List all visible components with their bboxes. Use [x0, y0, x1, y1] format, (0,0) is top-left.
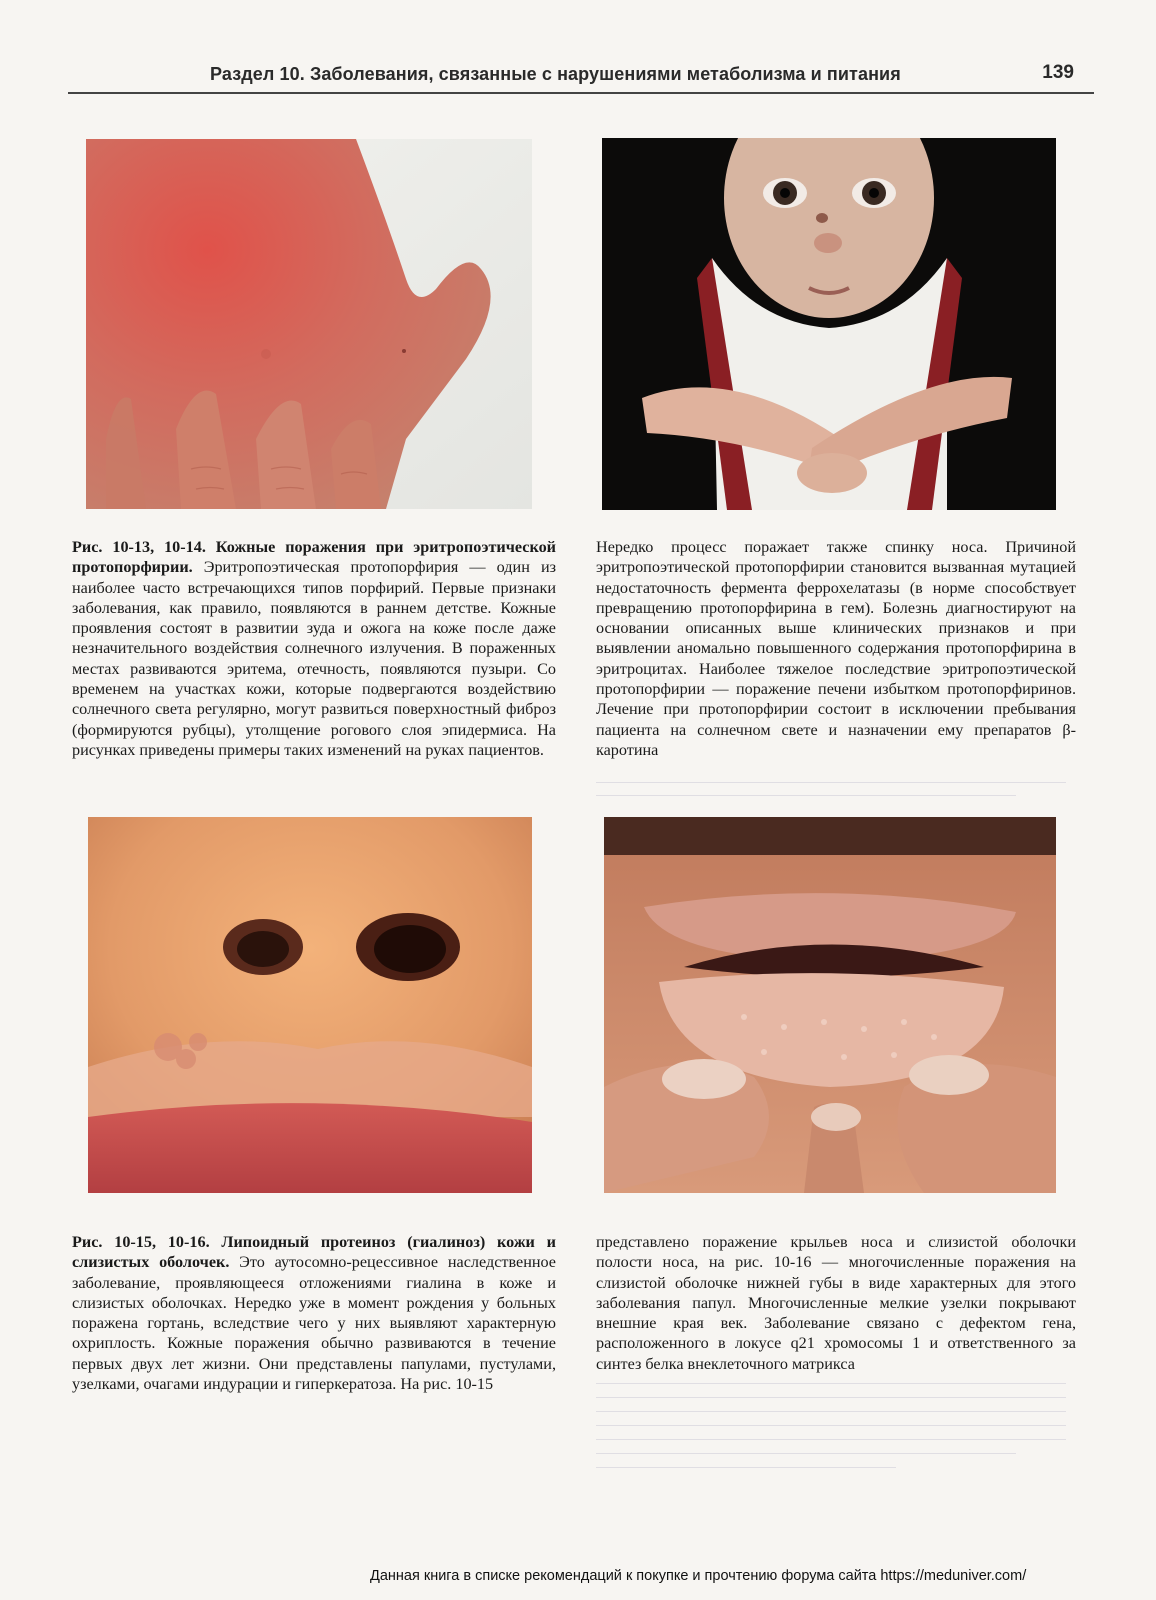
caption-label: Рис. 10-15, 10-16. Липоидный протеиноз (гиалиноз) кожи и слизистых оболочек.	[72, 1233, 556, 1272]
caption-text: Эритропоэтическая протопорфирия — один из наиболее часто встречающихся типов порфирий. Первые признаки заболевания, как правило, появляются в раннем детстве. Кожные проявления состоят в развитии зуда и ожога на коже после даже незначительного воздействия солнечного излучения. В пораженных местах развиваются эритема, отечность, появляются пузыри. Со временем на участках кожи, которые подвергаются воздействию солнечного света регулярно, могут развиться поверхностный фиброз (формируются рубцы), утолщение рогового слоя эпидермиса. На рисунках приведены примеры таких изменений на руках пациентов.	[72, 558, 557, 759]
page-number: 139	[1042, 62, 1074, 83]
figure-10-13-hand-photo	[86, 139, 532, 509]
show-through-texture	[596, 1370, 1066, 1468]
figure-10-16-lip-photo	[604, 817, 1056, 1193]
caption-fig-10-13-14	[72, 537, 556, 760]
figure-10-15-nose-photo	[88, 817, 532, 1193]
caption-text: Это аутосомно-рецессивное наследственное заболевание, проявляющееся отложениями гиалина в коже и слизистых оболочках. Нередко уже в момент рождения у больных поражена гортань, вследствие чего у них выявляют характерную охриплость. Кожные поражения обычно развиваются в течение первых двух лет жизни. Они представлены папулами, пустулами, узелками, очагами индурации и гиперкератоза. На рис. 10-15	[72, 1253, 556, 1394]
caption-label: Рис. 10-13, 10-14. Кожные поражения при эритропоэтической протопорфирии.	[72, 538, 556, 577]
figure-10-14-child-photo	[602, 138, 1056, 510]
show-through-texture	[596, 770, 1066, 796]
caption-fig-10-15-16	[72, 1232, 556, 1394]
caption-fig-10-13-14-continuation: Нередко процесс поражает также спинку носа. Причиной эритропоэтической протопорфирии становится вызванная мутацией недостаточность фермента феррохелатазы (в норме способствует превращению протопорфирина в гем). Болезнь диагностируют на основании описанных выше клинических признаков и при выявлении аномально повышенного содержания протопорфирина в эритроцитах. Наиболее тяжелое последствие эритропоэтической протопорфирии — поражение печени избытком протопорфиринов. Лечение при протопорфирии состоит в исключении пребывания пациента на солнечном свете и назначении ему препаратов β-каротина	[596, 538, 1076, 759]
header-rule	[68, 92, 1094, 94]
section-title: Раздел 10. Заболевания, связанные с нарушениями метаболизма и питания	[210, 64, 901, 84]
caption-fig-10-15-16-continuation: представлено поражение крыльев носа и слизистой оболочки полости носа, на рис. 10-16 — многочисленные поражения на слизистой оболочке нижней губы в виде характерных для этого заболевания папул. Многочисленные мелкие узелки покрывают внешние края век. Заболевание связано с дефектом гена, расположенного в локусе q21 хромосомы 1 и ответственного за синтез белка внеклеточного матрикса	[596, 1233, 1076, 1373]
footer-note: Данная книга в списке рекомендаций к покупке и прочтению форума сайта https://meduniver.com/	[370, 1568, 1027, 1584]
